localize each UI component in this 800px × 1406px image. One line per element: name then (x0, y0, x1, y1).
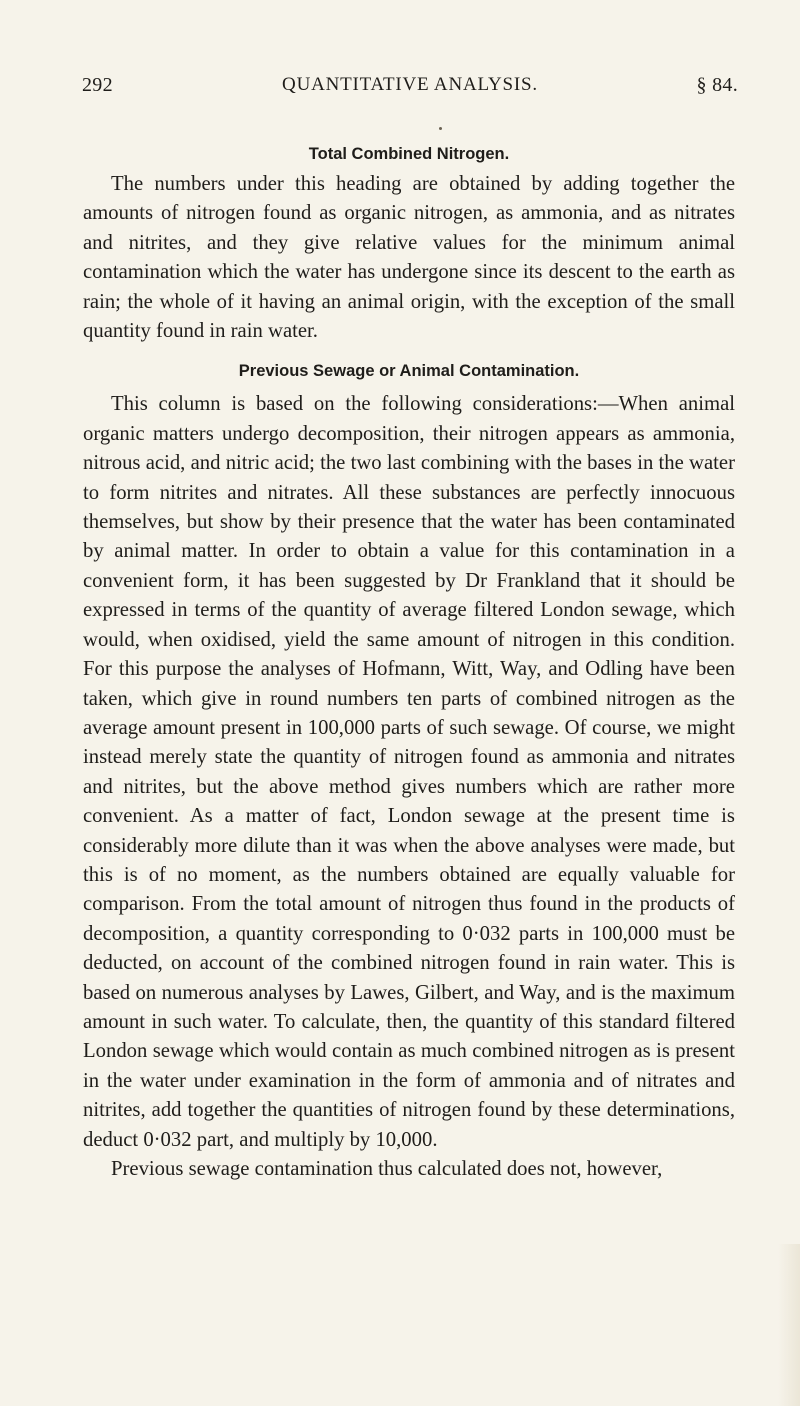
previous-sewage-paragraph: This column is based on the following considerations:—When animal organic matters undergo decomposition, their nitrogen appears as ammonia, nitrous acid, and nitric acid; the two last combining with the bases in the water to form nitrites and nitrates. All these substances are perfectly innocuous themselves, but show by their presence that the water has been contaminated by animal matter. In order to obtain a value for this contamination in a convenient form, it has been suggested by Dr Frankland that it should be expressed in terms of the quantity of average filtered London sewage, which would, when oxidised, yield the same amount of nitrogen in this condition. For this purpose the analyses of Hofmann, Witt, Way, and Odling have been taken, which give in round numbers ten parts of combined nitrogen as the average amount present in 100,000 parts of such sewage. Of course, we might instead merely state the quantity of nitrogen found as ammonia and nitrates and nitrites, but the above method gives numbers which are rather more convenient. As a matter of fact, London sewage at the present time is considerably more dilute than it was when the above analyses were made, but this is of no moment, as the numbers obtained are equally valuable for comparison. From the total amount of nitrogen thus found in the products of decomposition, a quantity corresponding to 0·032 parts in 100,000 must be deducted, on account of the combined nitrogen found in rain water. This is based on numerous analyses by Lawes, Gilbert, and Way, and is the maximum amount in such water. To calculate, then, the quantity of this standard filtered London sewage which would contain as much combined nitrogen as is present in the water under examination in the form of ammonia and of nitrates and nitrites, add together the quantities of nitrogen found by these determinations, deduct 0·032 part, and multiply by 10,000. (83, 393, 735, 1151)
page-content (83, 140, 735, 1184)
previous-sewage-continuation: Previous sewage contamination thus calculated does not, however, (111, 1158, 663, 1180)
total-combined-nitrogen-paragraph: The numbers under this heading are obtained by adding together the amounts of nitrogen found as organic nitrogen, as ammonia, and as nitrates and nitrites, and they give relative values for the minimum animal contamination which the water has undergone since its descent to the earth as rain; the whole of it having an animal origin, with the exception of the small quantity found in rain water. (83, 173, 735, 343)
page-number: 292 (82, 74, 113, 96)
page-edge-shadow (778, 1244, 800, 1406)
page-header (82, 74, 738, 106)
previous-sewage-heading: Previous Sewage or Animal Contamination. (238, 362, 580, 381)
section-reference: § 84. (696, 74, 738, 96)
print-speck (439, 127, 442, 130)
total-combined-nitrogen-heading: Total Combined Nitrogen. (308, 145, 510, 163)
running-title: QUANTITATIVE ANALYSIS. (282, 74, 538, 95)
